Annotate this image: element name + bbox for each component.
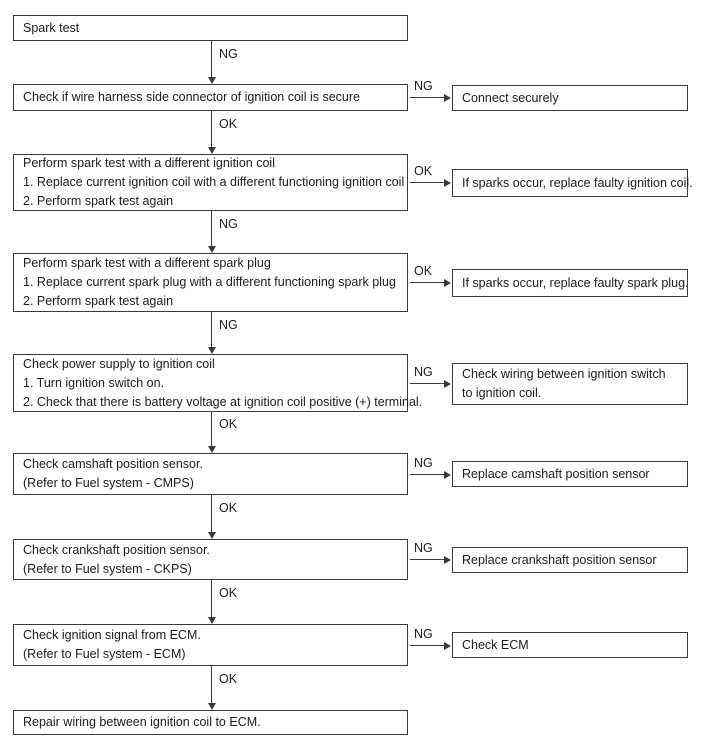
flow-result-text: to ignition coil. [462, 386, 542, 400]
down-arrow-label-4: NG [219, 318, 238, 332]
side-arrow-7 [410, 645, 444, 646]
flow-result-replace-camshaft-sensor [452, 461, 688, 487]
flow-step-text: 1. Replace current spark plug with a different functioning spark plug [23, 275, 396, 289]
side-arrow-4 [410, 383, 444, 384]
down-arrow-1 [211, 41, 212, 77]
side-arrow-label-7: NG [414, 627, 433, 641]
flow-step-spark-test-different-coil [13, 154, 408, 211]
flow-result-replace-spark-plug [452, 269, 688, 297]
side-arrow-label-6: NG [414, 541, 433, 555]
flow-step-text: Perform spark test with a different ignition coil [23, 156, 275, 170]
down-arrow-3 [211, 211, 212, 246]
flow-step-check-ecm-signal [13, 624, 408, 666]
side-arrow-label-2: OK [414, 164, 433, 178]
flow-result-check-wiring-switch [452, 363, 688, 405]
flow-step-text: Check camshaft position sensor. [23, 457, 203, 471]
flow-result-check-ecm [452, 632, 688, 658]
flow-result-text: If sparks occur, replace faulty spark plug. [462, 275, 689, 290]
flow-step-text: Perform spark test with a different spark plug [23, 256, 271, 270]
flow-result-text: Connect securely [462, 90, 559, 105]
side-arrow-label-3: OK [414, 264, 433, 278]
down-arrow-label-5: OK [219, 417, 238, 431]
flow-step-repair-wiring [13, 710, 408, 735]
down-arrow-7 [211, 580, 212, 617]
flow-step-check-connector [13, 84, 408, 111]
flow-result-text: Check wiring between ignition switch [462, 367, 666, 381]
down-arrow-8 [211, 666, 212, 703]
down-arrow-2 [211, 111, 212, 147]
flow-step-text: Check if wire harness side connector of ignition coil is secure [23, 90, 360, 104]
flow-step-text: Check ignition signal from ECM. [23, 628, 201, 642]
flow-step-text: 1. Turn ignition switch on. [23, 375, 165, 390]
side-arrow-5 [410, 474, 444, 475]
down-arrow-label-2: OK [219, 117, 238, 131]
flow-result-text: If sparks occur, replace faulty ignition coil. [462, 175, 693, 190]
side-arrow-label-5: NG [414, 456, 433, 470]
flow-step-check-camshaft-sensor [13, 453, 408, 495]
side-arrow-label-4: NG [414, 365, 433, 379]
flow-result-replace-ignition-coil [452, 169, 693, 197]
flow-step-text: 2. Perform spark test again [23, 294, 174, 308]
flow-result-replace-crankshaft-sensor [452, 547, 688, 573]
flow-step-text: 2. Check that there is battery voltage at ignition coil positive (+) terminal. [23, 394, 423, 409]
side-arrow-1 [410, 97, 444, 98]
down-arrow-6 [211, 495, 212, 532]
flow-step-text: Repair wiring between ignition coil to ECM. [23, 715, 261, 729]
flow-result-text: Replace crankshaft position sensor [462, 552, 657, 567]
flow-step-text: (Refer to Fuel system - CKPS) [23, 561, 192, 576]
flow-result-text: Check ECM [462, 637, 529, 652]
flow-step-text: Spark test [23, 20, 80, 35]
down-arrow-4 [211, 312, 212, 347]
down-arrow-label-8: OK [219, 672, 238, 686]
down-arrow-label-3: NG [219, 217, 238, 231]
down-arrow-5 [211, 412, 212, 446]
flow-step-text: Check crankshaft position sensor. [23, 542, 210, 557]
flow-step-text: 1. Replace current ignition coil with a different functioning ignition coil [23, 175, 405, 189]
flow-step-text: 2. Perform spark test again [23, 194, 174, 208]
flow-step-spark-test-different-plug [13, 253, 408, 312]
side-arrow-3 [410, 282, 444, 283]
flow-result-text: Replace camshaft position sensor [462, 466, 650, 481]
side-arrow-label-1: NG [414, 79, 433, 93]
flow-step-text: (Refer to Fuel system - CMPS) [23, 476, 194, 490]
flow-step-check-power-supply [13, 354, 423, 412]
flow-step-text: Check power supply to ignition coil [23, 356, 215, 371]
side-arrow-6 [410, 559, 444, 560]
down-arrow-label-1: NG [219, 47, 238, 61]
flow-step-check-crankshaft-sensor [13, 539, 408, 580]
flow-step-spark-test [13, 15, 408, 41]
down-arrow-label-6: OK [219, 501, 238, 515]
flow-step-text: (Refer to Fuel system - ECM) [23, 647, 186, 661]
flow-result-connect-securely [452, 85, 688, 111]
down-arrow-label-7: OK [219, 586, 238, 600]
side-arrow-2 [410, 182, 444, 183]
